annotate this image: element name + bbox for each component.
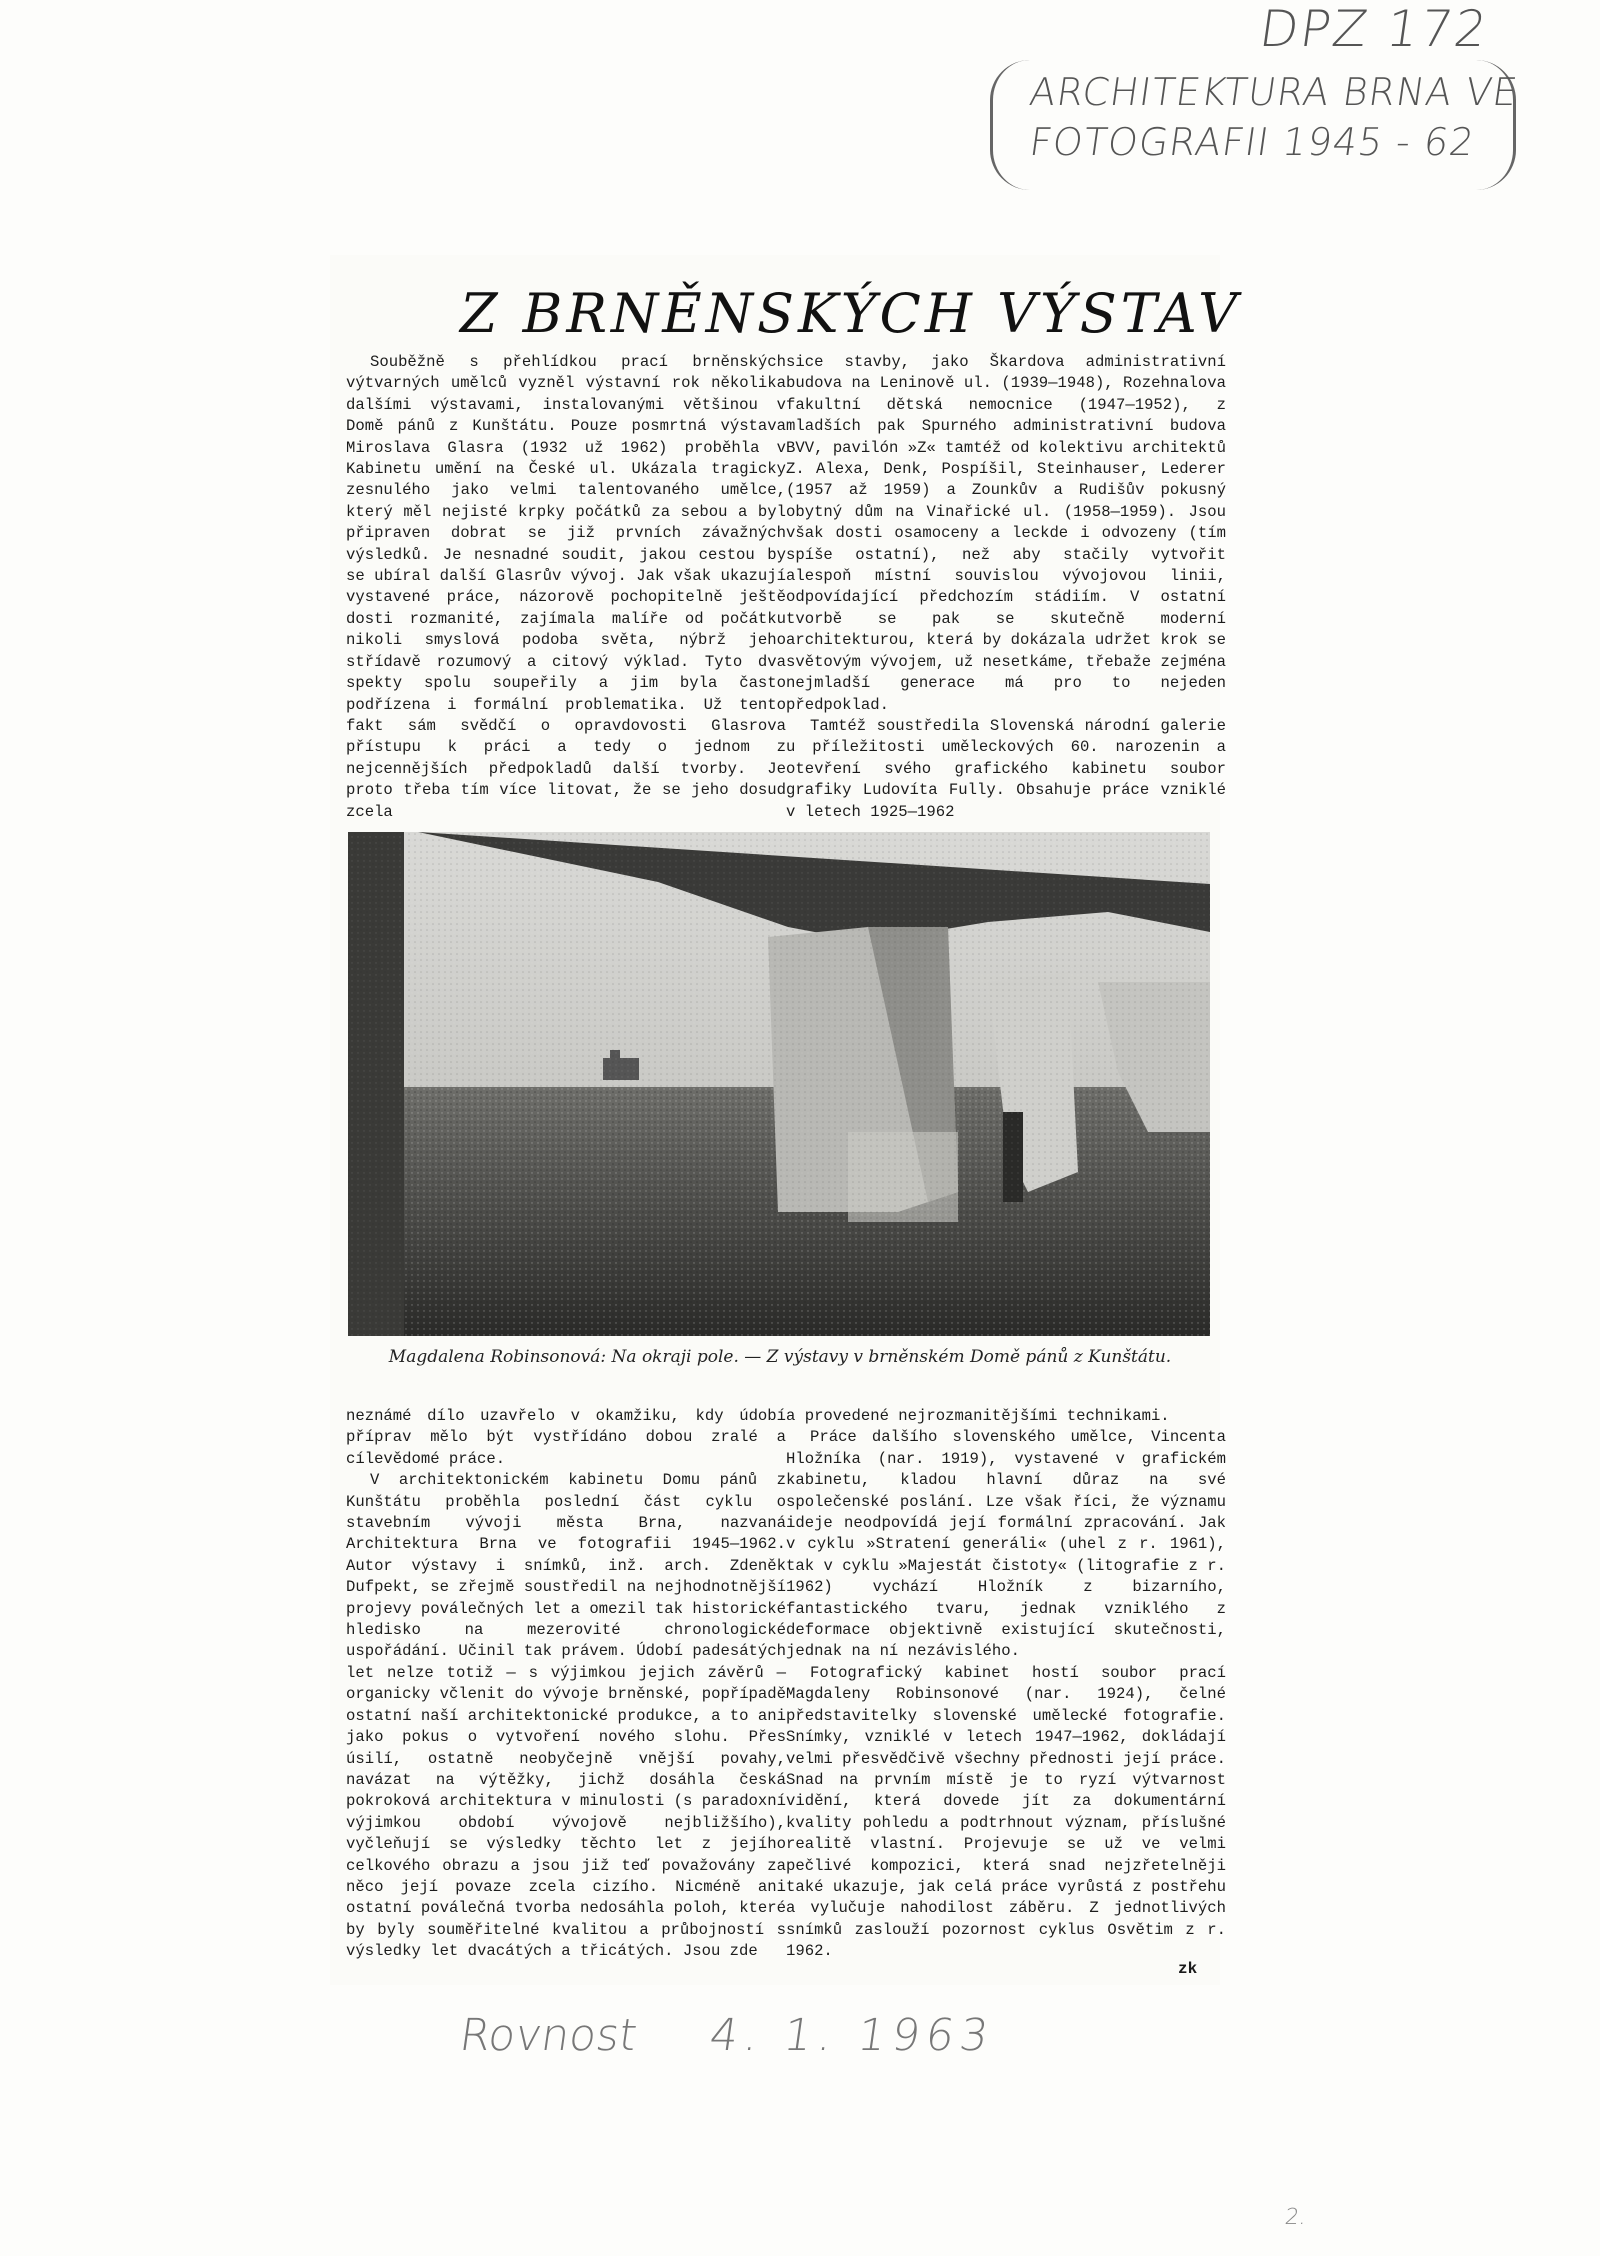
article-photo bbox=[348, 832, 1210, 1336]
archive-reference-number: DPZ 172 bbox=[1255, 0, 1493, 58]
page-mark: 2. bbox=[1283, 2205, 1308, 2230]
paragraph: Práce dalšího slovenského umělce, Vincenta Hložníka (nar. 1919), vystavené v grafickém kabinetu, kladou hlavní důraz na své společenské poslání. Lze však říci, že významu ideje neodpovídá její formální zpracování. Jak v cyklu »Stratení generáli« (uhel z r. 1961), tak v cyklu »Majestát čistoty« (litografie z r. 1962) vychází Hložník z bizarního, fantastického tvaru, jednak vzniklého z deformace objektivně existující skutečnosti, jednak na ní nezávislého. bbox=[786, 1428, 1226, 1661]
paragraph: Souběžně s přehlídkou prací brněnských výtvarných umělců vyzněl výstavní rok několika dalšími výstavami, instalovanými většinou v Domě pánů z Kunštátu. Pouze posmrtná výstava Miroslava Glasra (1932 už 1962) proběhla v Kabinetu umění na České ul. Ukázala tragicky zesnulého jako velmi talentovaného umělce, který měl nejisté krpky počátků za sebou a byl připraven dobrat se již prvních závažných výsledků. Je nesnadné soudit, jakou cestou by se ubíral další Glasrův vývoj. Jak však ukazují vystavené práce, názorově pochopitelně ještě dosti rozmanité, zajímala malíře od počátku nikoli smyslová podoba světa, nýbrž jeho střídavě rozumový a citový výklad. Tyto dva spekty spolu soupeřily a jim byla často podřízena i formální problematika. Už tento fakt sám svědčí o opravdovosti Glasrova přístupu k práci a tedy o jednom z nejcennějších předpokladů další tvorby. Je proto třeba tím více litovat, že se jeho dosud zcela bbox=[346, 353, 786, 821]
paragraph: Fotografický kabinet hostí soubor prací Magdaleny Robinsonové (nar. 1924), čelné představitelky slovenské umělecké fotografie. Snímky, vzniklé v letech 1947—1962, dokládají velmi přesvědčivě všechny přednosti její práce. Snad na prvním místě je to ryzí výtvarnost vidění, která dovede jít za dokumentární kvality pohledu a podtrhnout význam, příslušné realitě vlastní. Projevuje se už ve velmi pečlivé kompozici, která snad nejzřetelněji také ukazuje, jak celá práce vyrůstá z postřehu a vylučuje nahodilost záběru. Z jednotlivých snímků zaslouží pozornost cyklus Osvětim z r. 1962. bbox=[786, 1663, 1226, 1961]
paragraph: neznámé dílo uzavřelo v okamžiku, kdy údobí příprav mělo být vystřídáno dobou zralé a cílevědomé práce. bbox=[346, 1407, 786, 1468]
handwritten-note-line-1: ARCHITEKTURA BRNA VE bbox=[1026, 70, 1521, 114]
handwritten-date: 4. 1. 1963 bbox=[706, 2010, 998, 2061]
article-title: Z BRNĚNSKÝCH VÝSTAV bbox=[460, 282, 1242, 345]
paragraph: V architektonickém kabinetu Domu pánů z Kunštátu proběhla poslední část cyklu o stavebním vývoji města Brna, nazvaná Architektura Brna ve fotografii 1945—1962. Autor výstavy i snímků, inž. arch. Zdeněk Dufpekt, se zřejmě soustředil na nejhodnotnější projevy poválečných let a omezil tak historické hledisko na mezerovité chronologické uspořádání. Učinil tak právem. Údobí padesátých let nelze totiž — s výjimkou jejich závěrů — organicky včlenit do vývoje brněnské, popřípadě ostatní naší architektonické produkce, a to ani jako pokus o vytvoření nového slohu. Přes úsilí, ostatně neobyčejně vnější povahy, navázat na výtěžky, jichž dosáhla česká pokroková architektura v minulosti (s paradoxní výjimkou období vývojově nejbližšího), vyčleňují se výsledky těchto let z jejího celkového obrazu a jsou již teď považovány za něco její povaze zcela cizího. Nicméně ani ostatní poválečná tvorba nedosáhla poloh, které by byly souměřitelné kvalitou a průbojností s výsledky let dvacátých a třicátých. Jsou zde bbox=[346, 1471, 786, 1961]
photo-caption: Magdalena Robinsonová: Na okraji pole. — Z výstavy v brněnském Domě pánů z Kunštátu. bbox=[388, 1347, 1172, 1367]
paragraph: a provedené nejrozmanitějšími technikami. bbox=[786, 1407, 1170, 1425]
article-column-bottom-left bbox=[346, 1406, 786, 1963]
article-column-top-left bbox=[346, 352, 786, 823]
author-signature: zk bbox=[1178, 1960, 1198, 1978]
article-column-bottom-right bbox=[786, 1406, 1226, 1963]
article-column-top-right bbox=[786, 352, 1226, 823]
handwritten-source: Rovnost bbox=[456, 2010, 641, 2061]
paragraph: Tamtéž soustředila Slovenská národní galerie u příležitosti uměleckových 60. narozenin a otevření svého grafického kabinetu soubor grafiky Ludovíta Fully. Obsahuje práce vzniklé v letech 1925—1962 bbox=[786, 716, 1226, 821]
handwritten-note-line-2: FOTOGRAFII 1945 - 62 bbox=[1026, 120, 1478, 164]
paragraph: sice stavby, jako Škardova administrativní budova na Leninově ul. (1939—1948), Rozehnalova fakultní dětská nemocnice (1947—1952), z mladších pak Spurného administrativní budova BVV, pavilón »Z« tamtéž od kolektivu architektů Z. Alexa, Denk, Pospíšil, Steinhauser, Lederer (1957 až 1959) a Zounkův a Rudišův pokusný obytný dům na Vinařické ul. (1958—1959). Jsou však dosti osamoceny a leckde i odvozeny (tím spíše ostatní), než aby stačily vytvořit alespoň místní souvislou vývojovou linii, odpovídající předchozím stádiím. V ostatní tvorbě se pak se skutečně moderní architekturou, která by dokázala udržet krok se světovým vývojem, už nesetkáme, třebaže zejména nejmladší generace má pro to nejeden předpoklad. bbox=[786, 353, 1226, 714]
